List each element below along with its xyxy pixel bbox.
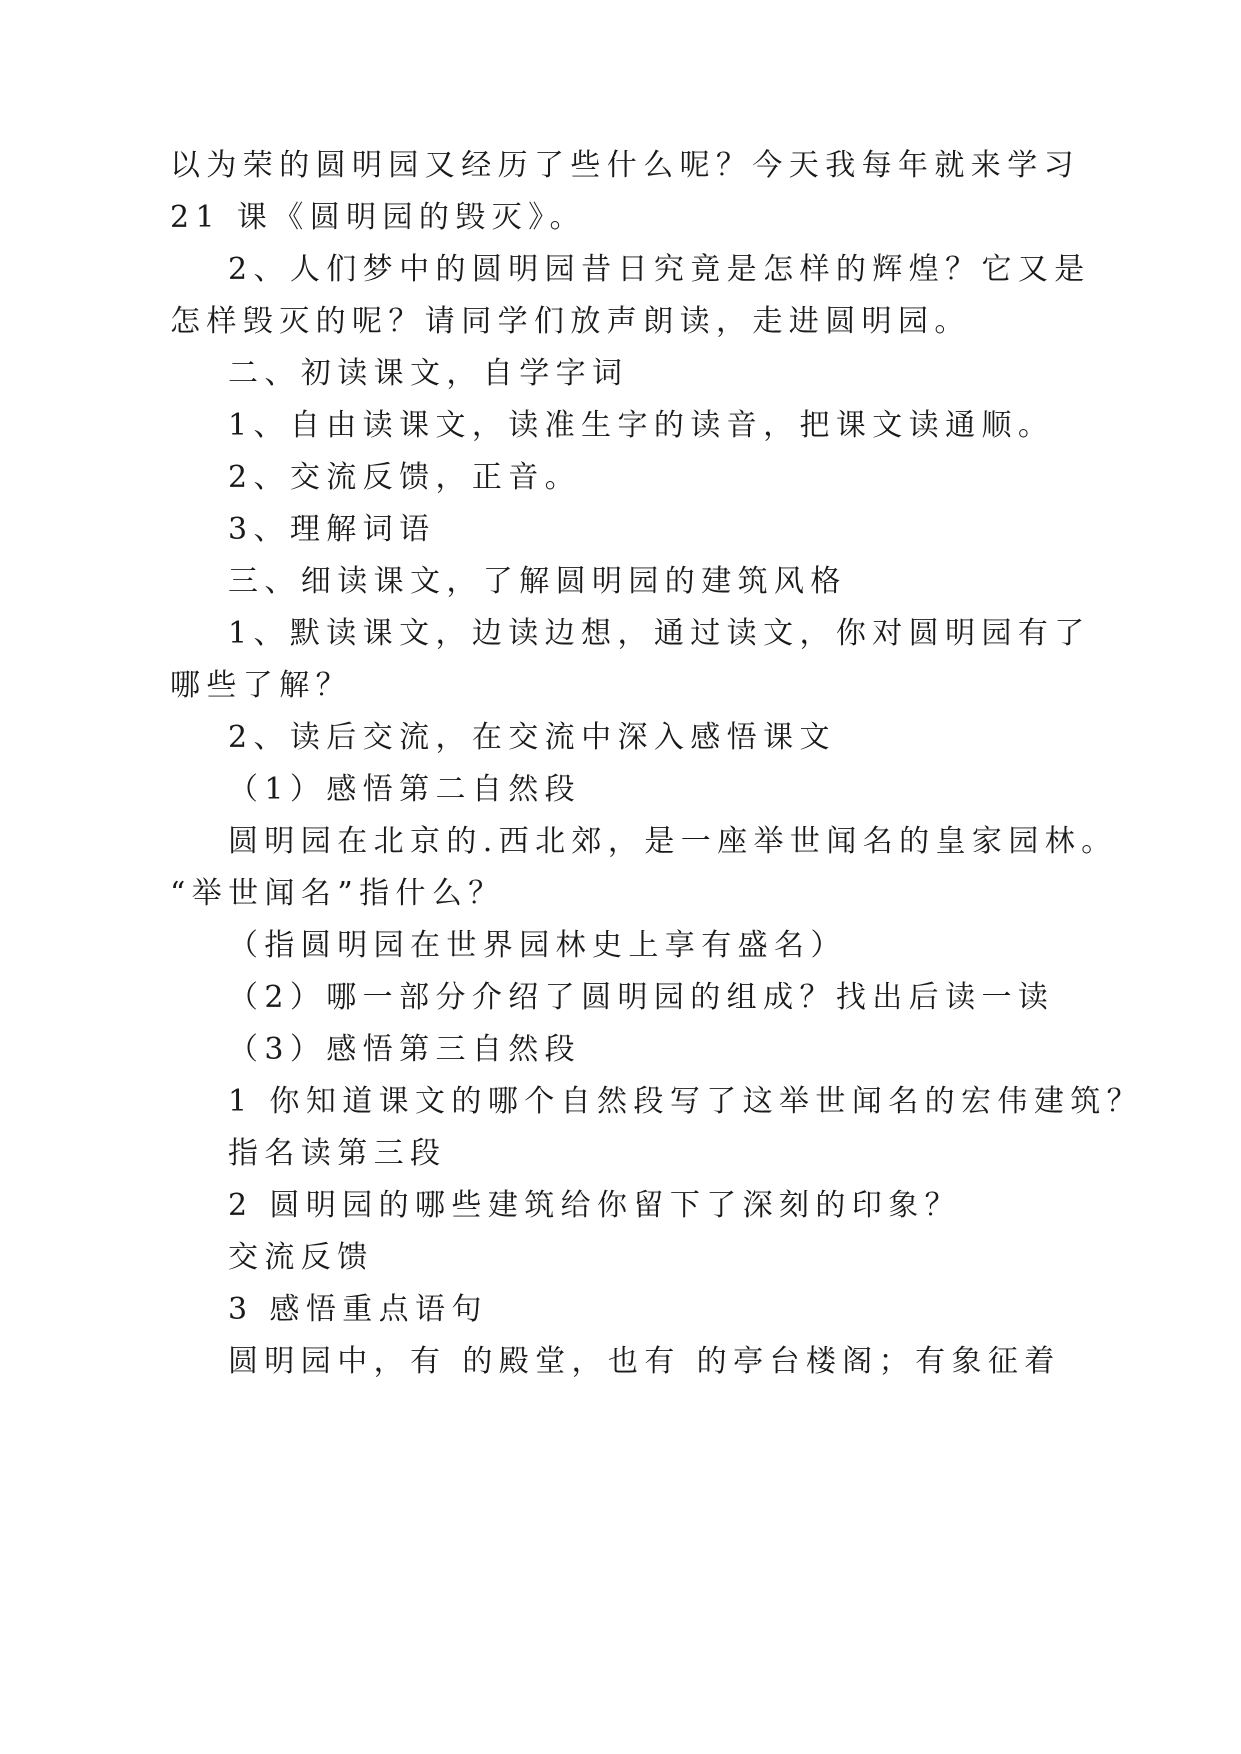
text-line-17: （2）哪一部分介绍了圆明园的组成？找出后读一读 bbox=[228, 980, 1055, 1015]
text-line-1: 以为荣的圆明园又经历了些什么呢？今天我每年就来学习 bbox=[170, 148, 1080, 183]
text-line-23: 3 感悟重点语句 bbox=[228, 1292, 488, 1327]
text-line-20: 指名读第三段 bbox=[228, 1136, 447, 1171]
text-line-19: 1 你知道课文的哪个自然段写了这举世闻名的宏伟建筑？ bbox=[228, 1084, 1144, 1119]
text-line-24: 圆明园中，有 的殿堂，也有 的亭台楼阁；有象征着 bbox=[228, 1344, 1061, 1379]
text-line-7: 2、交流反馈，正音。 bbox=[228, 460, 582, 495]
text-line-12: 2、读后交流，在交流中深入感悟课文 bbox=[228, 720, 836, 755]
text-line-15: “举世闻名”指什么？ bbox=[170, 876, 505, 911]
text-line-8: 3、理解词语 bbox=[228, 512, 436, 547]
text-line-21: 2 圆明园的哪些建筑给你留下了深刻的印象？ bbox=[228, 1188, 962, 1223]
text-line-11: 哪些了解？ bbox=[170, 668, 352, 703]
text-line-9: 三、细读课文，了解圆明园的建筑风格 bbox=[228, 564, 847, 599]
text-line-5: 二、初读课文，自学字词 bbox=[228, 356, 629, 391]
text-line-22: 交流反馈 bbox=[228, 1240, 374, 1275]
text-line-6: 1、自由读课文，读准生字的读音，把课文读通顺。 bbox=[228, 408, 1055, 443]
text-line-18: （3）感悟第三自然段 bbox=[228, 1032, 582, 1067]
text-line-16: （指圆明园在世界园林史上享有盛名） bbox=[228, 928, 847, 963]
text-line-4: 怎样毁灭的呢？请同学们放声朗读，走进圆明园。 bbox=[170, 304, 971, 339]
text-line-3: 2、人们梦中的圆明园昔日究竟是怎样的辉煌？它又是 bbox=[228, 252, 1091, 287]
text-line-14: 圆明园在北京的.西北郊，是一座举世闻名的皇家园林。 bbox=[228, 824, 1118, 859]
text-line-2: 21 课《圆明园的毁灭》。 bbox=[170, 200, 586, 235]
text-line-10: 1、默读课文，边读边想，通过读文，你对圆明园有了 bbox=[228, 616, 1091, 651]
text-line-13: （1）感悟第二自然段 bbox=[228, 772, 582, 807]
